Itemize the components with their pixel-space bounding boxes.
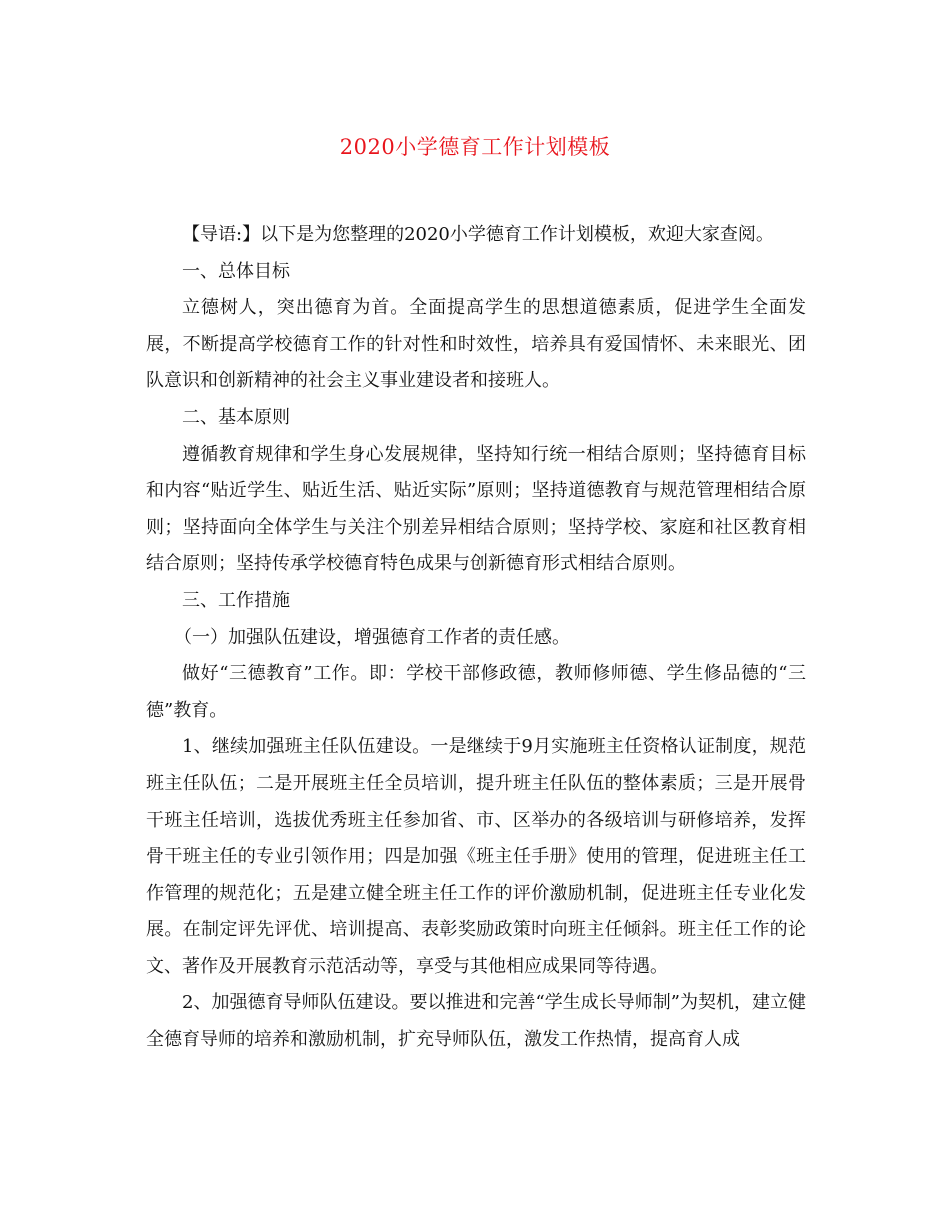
body-paragraph: 做好“三德教育”工作。即：学校干部修政德，教师修师德、学生修品德的“三德”教育。 xyxy=(146,663,806,721)
section-heading-overall-goal: 一、总体目标 xyxy=(182,260,290,282)
section-heading-work-measures: 三、工作措施 xyxy=(182,589,290,611)
subsection-heading: （一）加强队伍建设，增强德育工作者的责任感。 xyxy=(174,626,570,648)
section-heading-basic-principles: 二、基本原则 xyxy=(182,406,290,428)
body-paragraph: 1、继续加强班主任队伍建设。一是继续于9月实施班主任资格认证制度，规范班主任队伍；二是开展班主任全员培训，提升班主任队伍的整体素质；三是开展骨干班主任培训，选拔优秀班主任参加省、市、区举办的各级培训与研修培养，发挥骨干班主任的专业引领作用；四是加强《班主任手册》使用的管理，促进班主任工作管理的规范化；五是建立健全班主任工作的评价激励机制，促进班主任专业化发展。在制定评先评优、培训提高、表彰奖励政策时向班主任倾斜。班主任工作的论文、著作及开展教育示范活动等，享受与其他相应成果同等待遇。 xyxy=(146,736,806,977)
body-paragraph: 2、加强德育导师队伍建设。要以推进和完善“学生成长导师制”为契机，建立健全德育导师的培养和激励机制，扩充导师队伍，激发工作热情，提高育人成 xyxy=(146,992,806,1051)
document-title: 2020小学德育工作计划模板 xyxy=(339,135,611,159)
document-body xyxy=(146,217,806,1059)
body-paragraph: 遵循教育规律和学生身心发展规律，坚持知行统一相结合原则；坚持德育目标和内容“贴近学生、贴近生活、贴近实际”原则；坚持道德教育与规范管理相结合原则；坚持面向全体学生与关注个别差异相结合原则；坚持学校、家庭和社区教育相结合原则；坚持传承学校德育特色成果与创新德育形式相结合原则。 xyxy=(146,443,806,575)
intro-paragraph: 【导语:】以下是为您整理的2020小学德育工作计划模板，欢迎大家查阅。 xyxy=(182,224,774,245)
body-paragraph: 立德树人，突出德育为首。全面提高学生的思想道德素质，促进学生全面发展，不断提高学校德育工作的针对性和时效性，培养具有爱国情怀、未来眼光、团队意识和创新精神的社会主义事业建设者和接班人。 xyxy=(146,297,806,392)
